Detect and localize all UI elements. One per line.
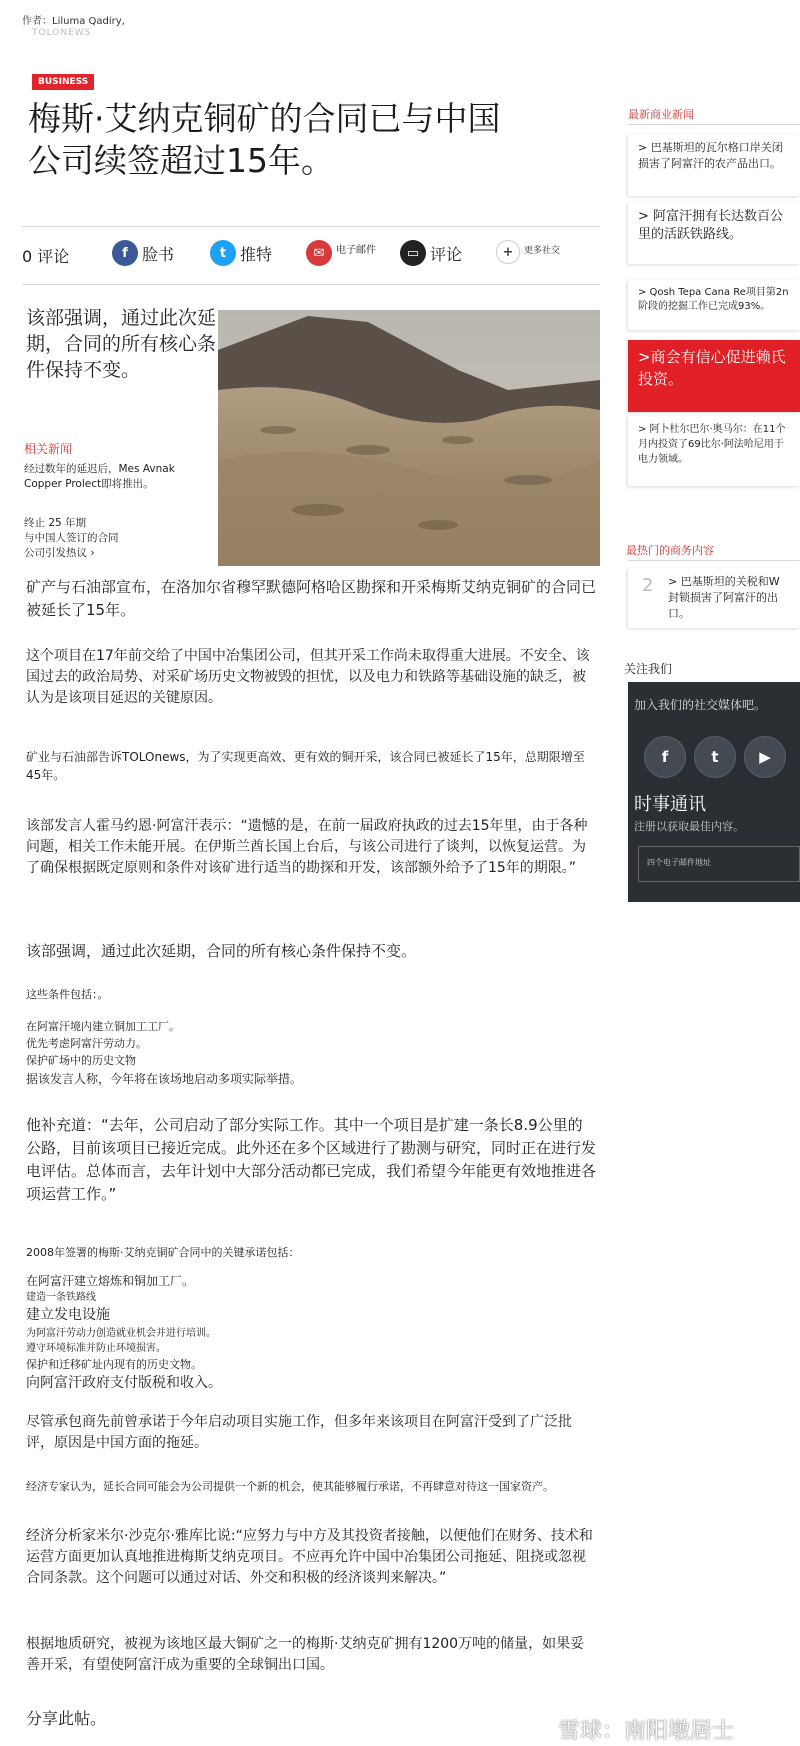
category-tag[interactable]: BUSINESS (32, 74, 94, 90)
sidebar-news-item[interactable]: > 阿卜杜尔巴尔·奥马尔：在11个月内投资了69比尔·阿法哈尼用于电力领域。 (628, 416, 800, 486)
dateline: TOLONEWS (32, 28, 92, 38)
twitter-label: 推特 (240, 244, 273, 264)
plus-icon: + (496, 240, 520, 264)
rank-number: 2 (642, 575, 654, 596)
popular-title: 最热门的商务内容 (626, 544, 714, 557)
paragraph: 经济专家认为，延长合同可能会为公司提供一个新的机会，使其能够履行承诺，不再肆意对待这一国家资产。 (26, 1480, 554, 1493)
related-news-title: 相关新闻 (24, 442, 73, 456)
list-item: 在阿富汗境内建立铜加工工厂。 (26, 1020, 180, 1033)
facebook-button[interactable] (112, 240, 174, 266)
popular-item[interactable] (628, 568, 800, 628)
divider (22, 226, 600, 227)
paragraph: 矿业与石油部告诉TOLOnews，为了实现更高效、更有效的铜开采，该合同已被延长了15年，总期限增至45年。 (26, 750, 585, 782)
commitment-list (26, 1272, 596, 1394)
paragraph: 矿产与石油部宣布，在洛加尔省穆罕默德阿格哈区勘探和开采梅斯艾纳克铜矿的合同已被延长了15年。 (26, 578, 597, 619)
sidebar-news-item[interactable]: > 阿富汗拥有长达数百公里的活跃铁路线。 (628, 202, 800, 264)
comment-button[interactable] (400, 240, 462, 266)
sidebar-news-item[interactable]: > Qosh Tepa Cana Re项目第2n阶段的挖掘工作已完成93%。 (628, 280, 800, 330)
list-item: 向阿富汗政府支付版税和收入。 (26, 1375, 222, 1391)
page-title (28, 98, 568, 182)
list-item: 保护矿场中的历史文物 (26, 1054, 136, 1067)
headline-line-1: 梅斯·艾纳克铜矿的合同已与中国 (28, 99, 501, 138)
email-input[interactable]: 四个电子邮件地址 (638, 846, 800, 882)
author-line: 作者：Liluma Qadiry, (22, 16, 125, 27)
twitter-icon: t (210, 240, 236, 266)
list-item: 建立发电设施 (26, 1307, 110, 1323)
paragraph: 根据地质研究，被视为该地区最大铜矿之一的梅斯·艾纳克矿拥有1200万吨的储量，如果妥善开采，有望使阿富汗成为重要的全球铜出口国。 (26, 1636, 585, 1673)
list-item: 优先考虑阿富汗劳动力。 (26, 1037, 147, 1050)
popular-item-text: > 巴基斯坦的关税和W封锁损害了阿富汗的出口。 (668, 575, 780, 620)
newsletter-title: 时事通讯 (634, 794, 706, 815)
join-text: 加入我们的社交媒体吧。 (634, 698, 767, 712)
email-label: 电子邮件 (336, 244, 376, 256)
watermark: 雪球：南阳墩居士 (558, 1719, 735, 1744)
divider (628, 560, 800, 561)
divider (628, 124, 800, 125)
latest-news-title: 最新商业新闻 (628, 108, 694, 121)
related-item[interactable] (24, 516, 204, 561)
paragraph: 这些条件包括：。 (26, 988, 109, 1001)
newsletter-subtitle: 注册以获取最佳内容。 (634, 820, 744, 833)
list-item: 建造一条铁路线 (26, 1292, 96, 1303)
twitter-icon[interactable]: t (694, 736, 736, 778)
related-item-line: 公司引发热议 › (24, 547, 95, 559)
list-item: 在阿富汗建立熔炼和铜加工厂。 (26, 1274, 195, 1288)
paragraph: 该部强调，通过此次延期，合同的所有核心条件保持不变。 (26, 942, 417, 960)
divider (22, 284, 600, 285)
related-item-line: 终止 25 年期 (24, 517, 87, 529)
related-item[interactable]: 经过数年的延迟后，Mes Avnak Copper Prolect即将推出。 (24, 463, 175, 490)
paragraph: 尽管承包商先前曾承诺于今年启动项目实施工作，但多年来该项目在阿富汗受到了广泛批评，原因是中国方面的拖延。 (26, 1414, 572, 1451)
social-panel (628, 682, 800, 902)
article-photo (218, 310, 600, 566)
headline-line-2: 公司续签超过15年。 (28, 141, 334, 180)
more-social-button[interactable] (496, 240, 560, 264)
email-button[interactable] (306, 240, 376, 266)
comment-label: 评论 (430, 244, 463, 264)
paragraph: 2008年签署的梅斯·艾纳克铜矿合同中的关键承诺包括： (26, 1246, 300, 1259)
sidebar-news-item-featured[interactable]: >商会有信心促进赖氏投资。 (628, 340, 800, 412)
youtube-icon[interactable]: ▶ (744, 736, 786, 778)
facebook-label: 脸书 (142, 244, 175, 264)
facebook-icon: f (112, 240, 138, 266)
related-item-line: 与中国人签订的合同 (24, 532, 119, 544)
sidebar-news-item[interactable]: > 巴基斯坦的瓦尔格口岸关闭损害了阿富汗的农产品出口。 (628, 134, 800, 196)
list-item: 遵守环境标准并防止环境损害。 (26, 1343, 166, 1354)
paragraph: 该部发言人霍马约恩·阿富汗表示：“遗憾的是，在前一届政府执政的过去15年里，由于各种问题，相关工作未能开展。在伊斯兰酋长国上台后，与该公司进行了谈判，以恢复运营。为了确保根据既定原则和条件对该矿进行适当的勘探和开发，该部额外给予了15年的期限。” (26, 818, 588, 876)
more-social-label: 更多社交 (524, 245, 561, 256)
list-item: 为阿富汗劳动力创造就业机会并进行培训。 (26, 1328, 216, 1339)
paragraph: 这个项目在17年前交给了中国中冶集团公司，但其开采工作尚未取得重大进展。不安全、该国过去的政治局势、对采矿场历史文物被毁的担忧，以及电力和铁路等基础设施的缺乏，被认为是该项目延迟的关键原因。 (26, 648, 590, 706)
mail-icon: ✉ (306, 240, 332, 266)
paragraph: 经济分析家米尔·沙克尔·雅库比说:“应努力与中方及其投资者接触，以便他们在财务、技术和运营方面更加认真地推进梅斯艾纳克项目。不应再允许中国中冶集团公司拖延、阻挠或忽视合同条款。这个问题可以通过对话、外交和积极的经济谈判来解决。” (26, 1528, 593, 1586)
list-item: 保护和迁移矿址内现有的历史文物。 (26, 1358, 202, 1371)
paragraph: 他补充道：“去年，公司启动了部分实际工作。其中一个项目是扩建一条长8.9公里的公路，目前该项目已接近完成。此外还在多个区域进行了勘测与研究，同时正在进行发电评估。总体而言，去年计划中大部分活动都已完成，我们希望今年能更有效地推进各项运营工作。” (26, 1116, 597, 1203)
share-toolbar (20, 236, 600, 272)
follow-us-title: 关注我们 (624, 662, 673, 676)
comment-icon: ▭ (400, 240, 426, 266)
pull-quote: 该部强调，通过此次延期，合同的所有核心条件保持不变。 (26, 307, 217, 381)
comment-count[interactable]: 0 评论 (22, 247, 70, 266)
facebook-icon[interactable]: f (644, 736, 686, 778)
paragraph: 据该发言人称，今年将在该场地启动多项实际举措。 (26, 1072, 303, 1086)
share-post-link[interactable]: 分享此帖。 (26, 1709, 107, 1728)
twitter-button[interactable] (210, 240, 272, 266)
condition-list (26, 1018, 596, 1069)
